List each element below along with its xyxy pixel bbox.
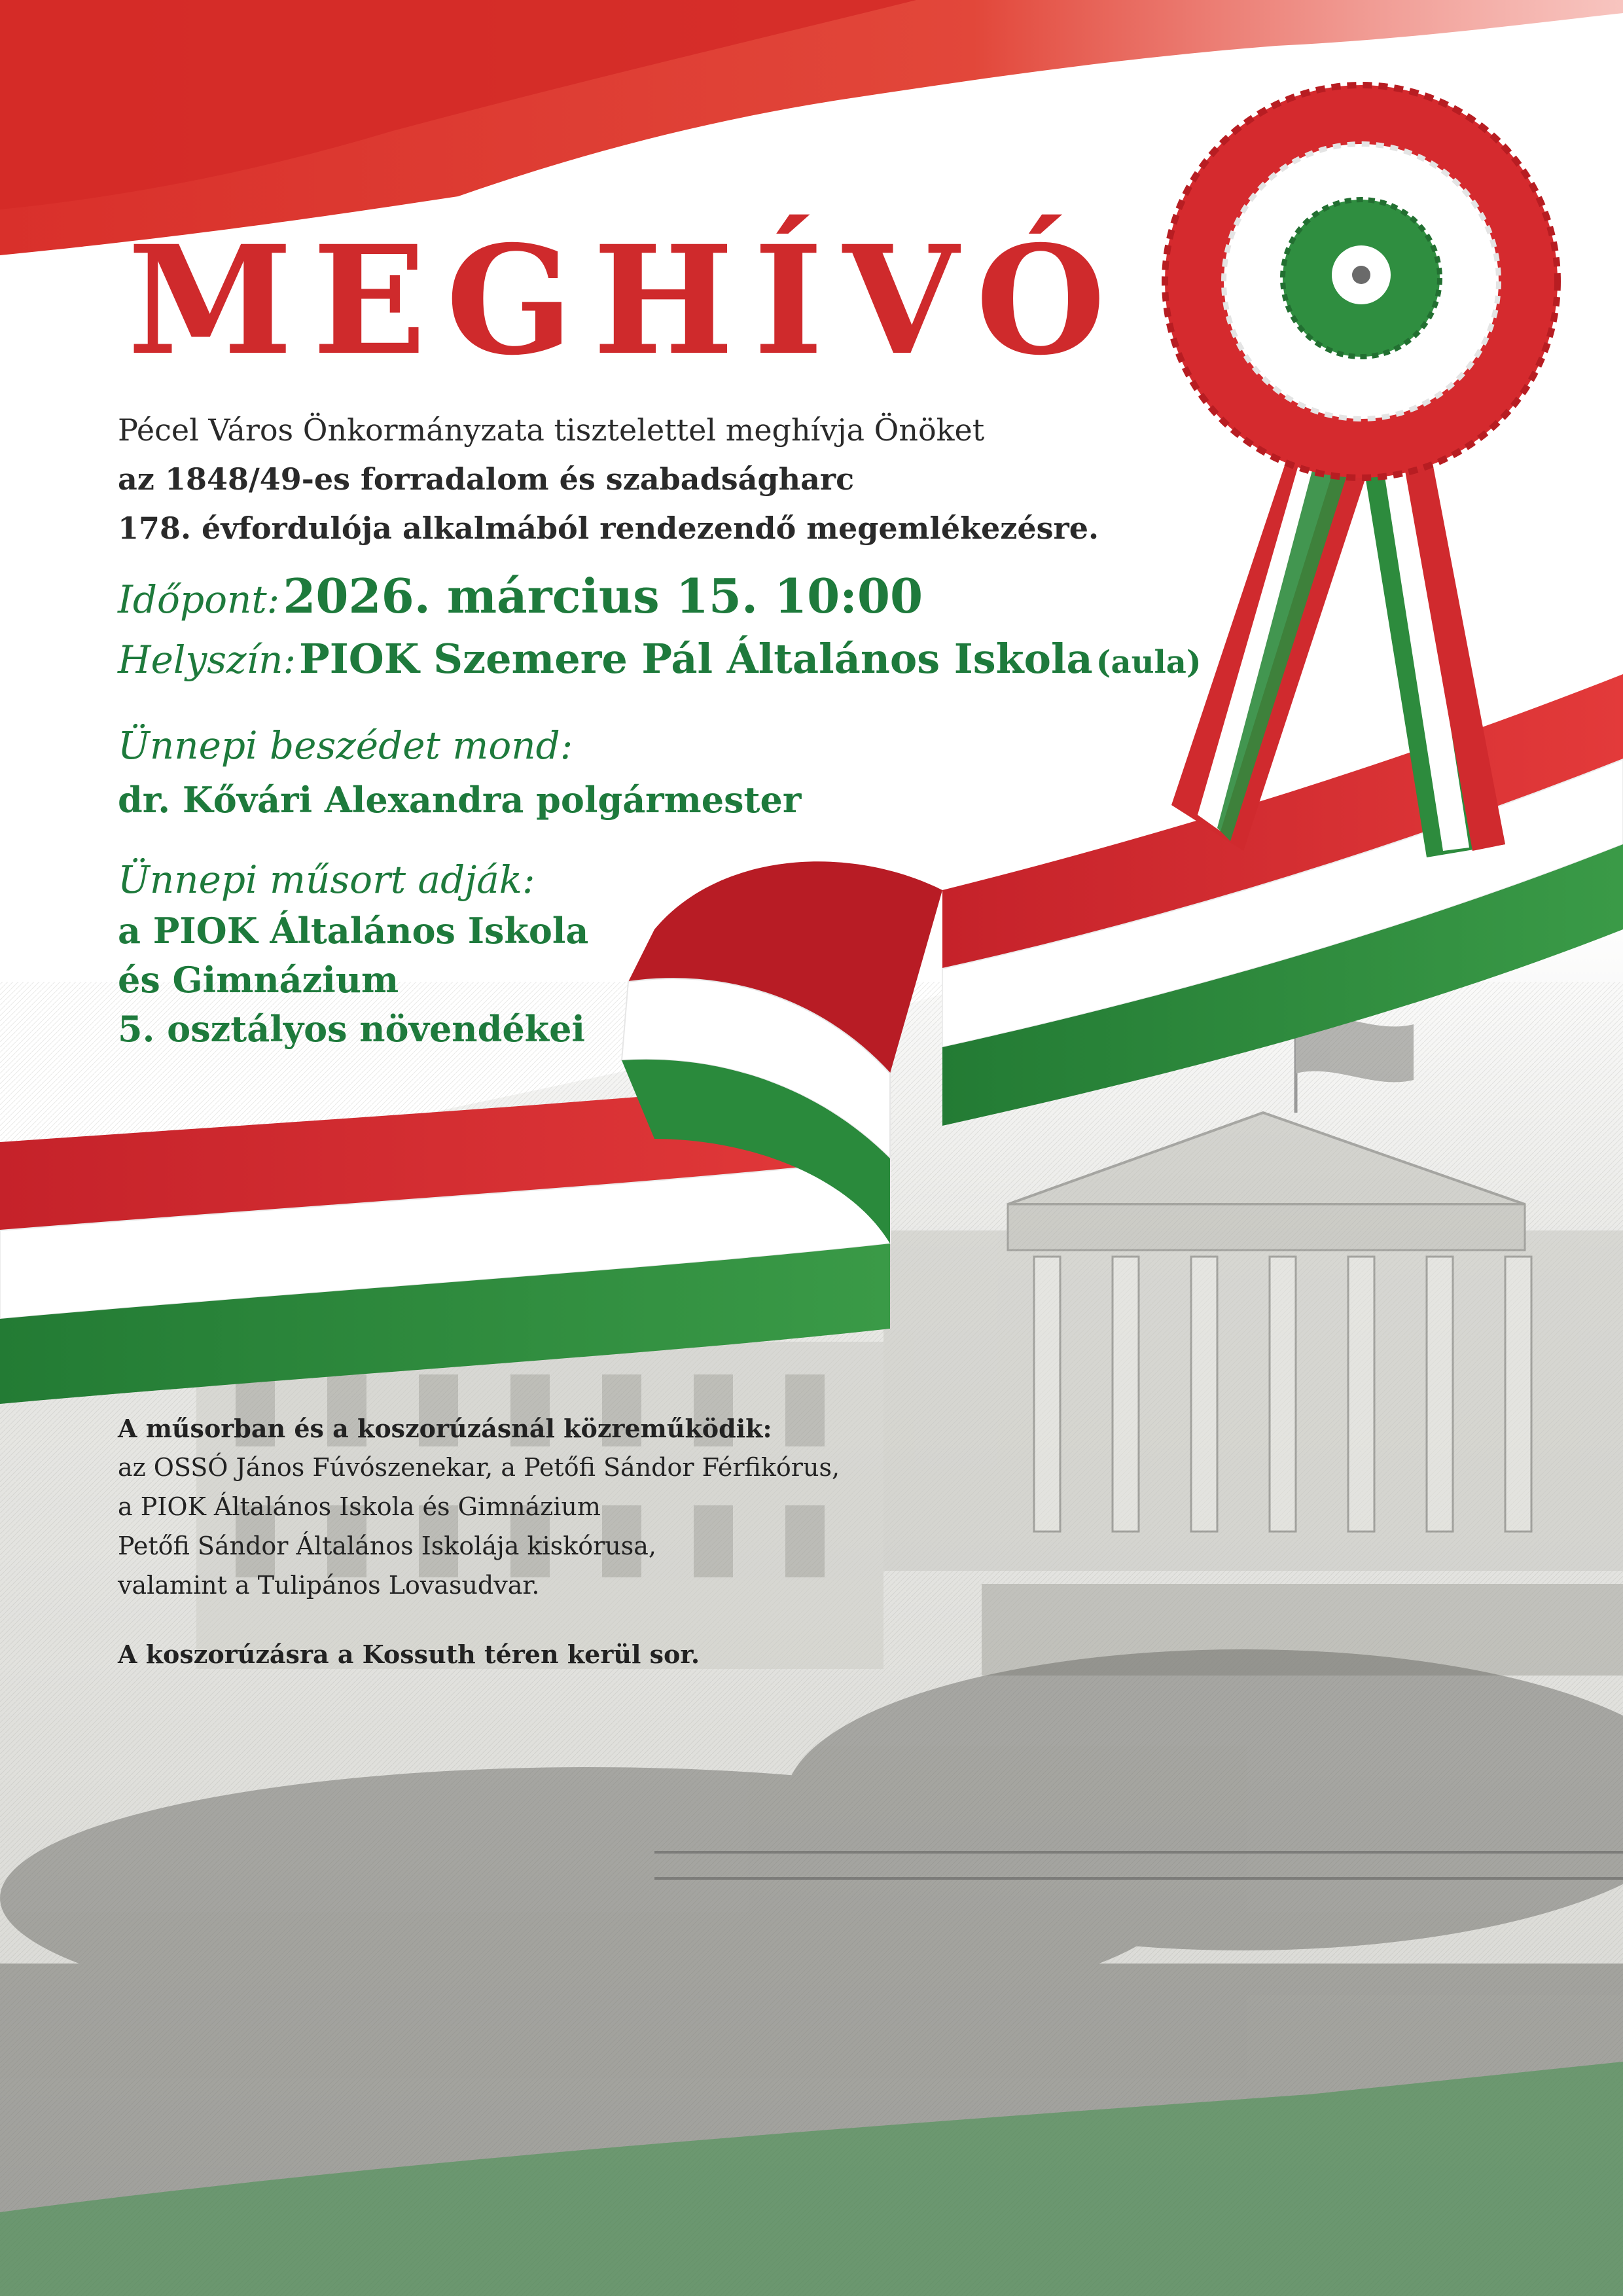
wreath-note: A koszorúzásra a Kossuth téren kerül sor. [118, 1640, 700, 1669]
contributors-heading: A műsorban és a koszorúzásnál közreműködik: [118, 1414, 772, 1443]
place-suffix: (aula) [1096, 644, 1202, 681]
program-line-1: a PIOK Általános Iskola [118, 910, 589, 952]
contributors-line-2: a PIOK Általános Iskola és Gimnázium [118, 1492, 601, 1521]
speech-value: dr. Kővári Alexandra polgármester [118, 779, 802, 821]
contributors-line-1: az OSSÓ János Fúvószenekar, a Petőfi Sándor Férfikórus, [118, 1453, 840, 1482]
event-place [118, 635, 1202, 683]
intro-line-2: az 1848/49-es forradalom és szabadságharc [118, 461, 855, 497]
place-label: Helyszín: [118, 637, 296, 682]
time-label: Időpont: [118, 577, 280, 622]
program-label: Ünnepi műsort adják: [118, 857, 535, 902]
intro-line-3: 178. évfordulója alkalmából rendezendő megemlékezésre. [118, 511, 1099, 546]
intro-line-1: Pécel Város Önkormányzata tisztelettel meghívja Önöket [118, 412, 985, 448]
contributors-line-3: Petőfi Sándor Általános Iskolája kiskórusa, [118, 1532, 656, 1560]
event-time [118, 568, 923, 624]
contributors-line-4: valamint a Tulipános Lovasudvar. [118, 1571, 540, 1600]
time-value: 2026. március 15. 10:00 [283, 568, 923, 624]
place-value: PIOK Szemere Pál Általános Iskola [299, 635, 1093, 683]
program-line-2: és Gimnázium [118, 959, 399, 1001]
page-title: MEGHÍVÓ [128, 213, 1126, 388]
speech-label: Ünnepi beszédet mond: [118, 723, 573, 768]
program-line-3: 5. osztályos növendékei [118, 1008, 585, 1050]
